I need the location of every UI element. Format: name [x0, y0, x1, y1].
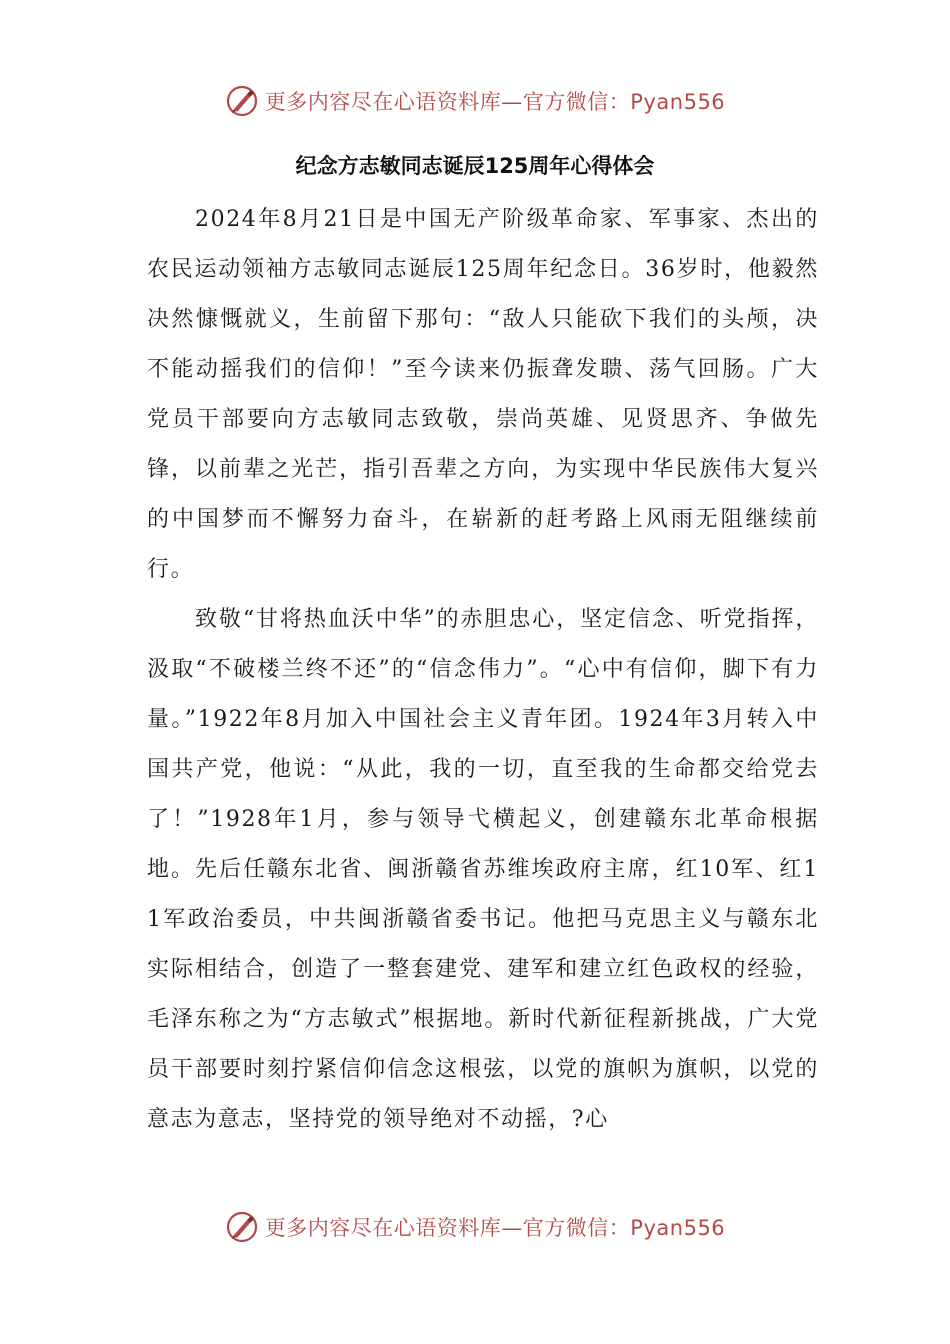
- document-title: 纪念方志敏同志诞辰125周年心得体会: [295, 154, 655, 178]
- pen-logo-icon: [225, 84, 259, 118]
- watermark-footer: [0, 1210, 950, 1244]
- watermark-header: [0, 84, 950, 118]
- pen-logo-icon: [225, 1210, 259, 1244]
- paragraph-1: 2024年8月21日是中国无产阶级革命家、军事家、杰出的农民运动领袖方志敏同志诞辰125周年纪念日。36岁时，他毅然决然慷慨就义，生前留下那句：“敌人只能砍下我们的头颅，决不能动摇我们的信仰！”至今读来仍振聋发聩、荡气回肠。广大党员干部要向方志敏同志致敬，崇尚英雄、见贤思齐、争做先锋，以前辈之光芒，指引吾辈之方向，为实现中华民族伟大复兴的中国梦而不懈努力奋斗，在崭新的赶考路上风雨无阻继续前行。: [147, 207, 819, 582]
- document-body: [147, 195, 819, 1145]
- watermark-text: 更多内容尽在心语资料库—官方微信：Pyan556: [264, 90, 726, 114]
- watermark-text: 更多内容尽在心语资料库—官方微信：Pyan556: [264, 1216, 726, 1240]
- paragraph-2: 致敬“甘将热血沃中华”的赤胆忠心，坚定信念、听党指挥，汲取“不破楼兰终不还”的“信念伟力”。“心中有信仰，脚下有力量。”1922年8月加入中国社会主义青年团。1924年3月转入中国共产党，他说：“从此，我的一切，直至我的生命都交给党去了！”1928年1月，参与领导弋横起义，创建赣东北革命根据地。先后任赣东北省、闽浙赣省苏维埃政府主席，红10军、红11军政治委员，中共闽浙赣省委书记。他把马克思主义与赣东北实际相结合，创造了一整套建党、建军和建立红色政权的经验，毛泽东称之为“方志敏式”根据地。新时代新征程新挑战，广大党员干部要时刻拧紧信仰信念这根弦，以党的旗帜为旗帜，以党的意志为意志，坚持党的领导绝对不动摇，?心: [147, 607, 819, 1132]
